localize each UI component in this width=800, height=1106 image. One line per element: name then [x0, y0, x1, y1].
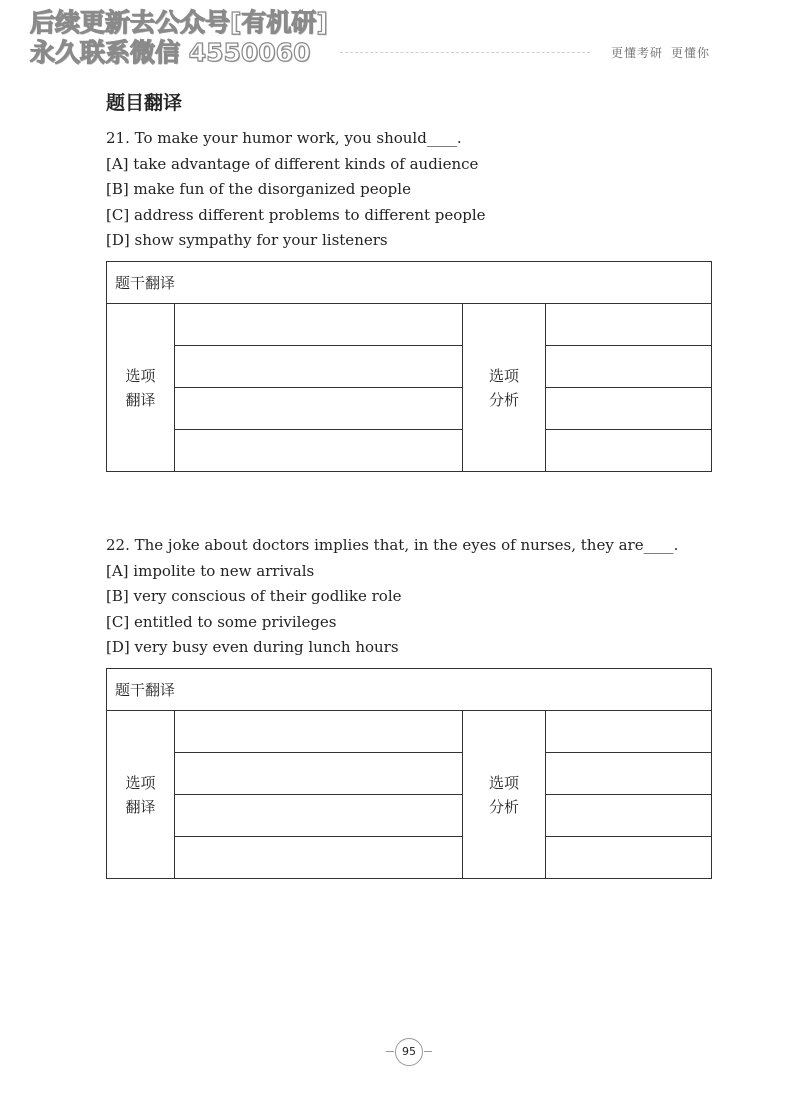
translation-cell-b[interactable]: [175, 346, 463, 388]
option-translation-label: [107, 304, 175, 472]
analysis-cell-d[interactable]: [546, 430, 712, 472]
translation-cell-c[interactable]: [175, 388, 463, 430]
option-d: [D] show sympathy for your listeners: [106, 231, 388, 249]
stem-translation-label: 题干翻译: [107, 262, 712, 304]
option-translation-label-line1: 选项: [125, 366, 156, 385]
watermark-line-1: 后续更新去公众号[有机研]: [30, 8, 328, 37]
analysis-cell-a[interactable]: [546, 711, 712, 753]
translation-cell-a[interactable]: [175, 304, 463, 346]
section-title: 题目翻译: [106, 92, 183, 114]
translation-table-22: [106, 668, 712, 879]
option-translation-label-line2: 翻译: [125, 390, 156, 409]
option-analysis-label-line1: 选项: [488, 366, 519, 385]
analysis-cell-b[interactable]: [546, 753, 712, 795]
page-number: 95: [395, 1038, 423, 1066]
translation-cell-c[interactable]: [175, 795, 463, 837]
translation-cell-d[interactable]: [175, 430, 463, 472]
option-c: [C] address different problems to different people: [106, 205, 486, 224]
option-d: [D] very busy even during lunch hours: [106, 638, 399, 656]
option-b: [B] very conscious of their godlike role: [106, 587, 402, 605]
option-b: [B] make fun of the disorganized people: [106, 180, 411, 198]
header-slogan: [611, 44, 710, 61]
question-22: [106, 533, 678, 661]
translation-cell-a[interactable]: [175, 711, 463, 753]
header-divider: [340, 52, 590, 53]
slogan-part-b: 更懂你: [670, 46, 710, 60]
translation-cell-b[interactable]: [175, 753, 463, 795]
analysis-cell-c[interactable]: [546, 795, 712, 837]
question-stem: 21. To make your humor work, you should____.: [106, 129, 462, 147]
option-translation-label-line1: 选项: [125, 773, 156, 792]
translation-table-21: [106, 261, 712, 472]
slogan-part-a: 更懂考研: [610, 46, 663, 60]
analysis-cell-d[interactable]: [546, 837, 712, 879]
option-a: [A] take advantage of different kinds of audience: [106, 154, 479, 173]
option-analysis-label-line2: 分析: [488, 797, 519, 816]
translation-cell-d[interactable]: [175, 837, 463, 879]
stem-translation-label: 题干翻译: [107, 669, 712, 711]
option-analysis-label-line2: 分析: [488, 390, 519, 409]
option-translation-label: [107, 711, 175, 879]
analysis-cell-c[interactable]: [546, 388, 712, 430]
watermark: [30, 8, 328, 68]
option-analysis-label: [463, 711, 546, 879]
option-analysis-label: [463, 304, 546, 472]
question-stem: 22. The joke about doctors implies that, in the eyes of nurses, they are____.: [106, 536, 679, 554]
option-translation-label-line2: 翻译: [125, 797, 156, 816]
watermark-line-2: 永久联系微信 4550060: [30, 38, 311, 67]
option-a: [A] impolite to new arrivals: [106, 561, 315, 580]
question-21: [106, 126, 486, 254]
analysis-cell-b[interactable]: [546, 346, 712, 388]
option-c: [C] entitled to some privileges: [106, 612, 337, 631]
analysis-cell-a[interactable]: [546, 304, 712, 346]
option-analysis-label-line1: 选项: [488, 773, 519, 792]
